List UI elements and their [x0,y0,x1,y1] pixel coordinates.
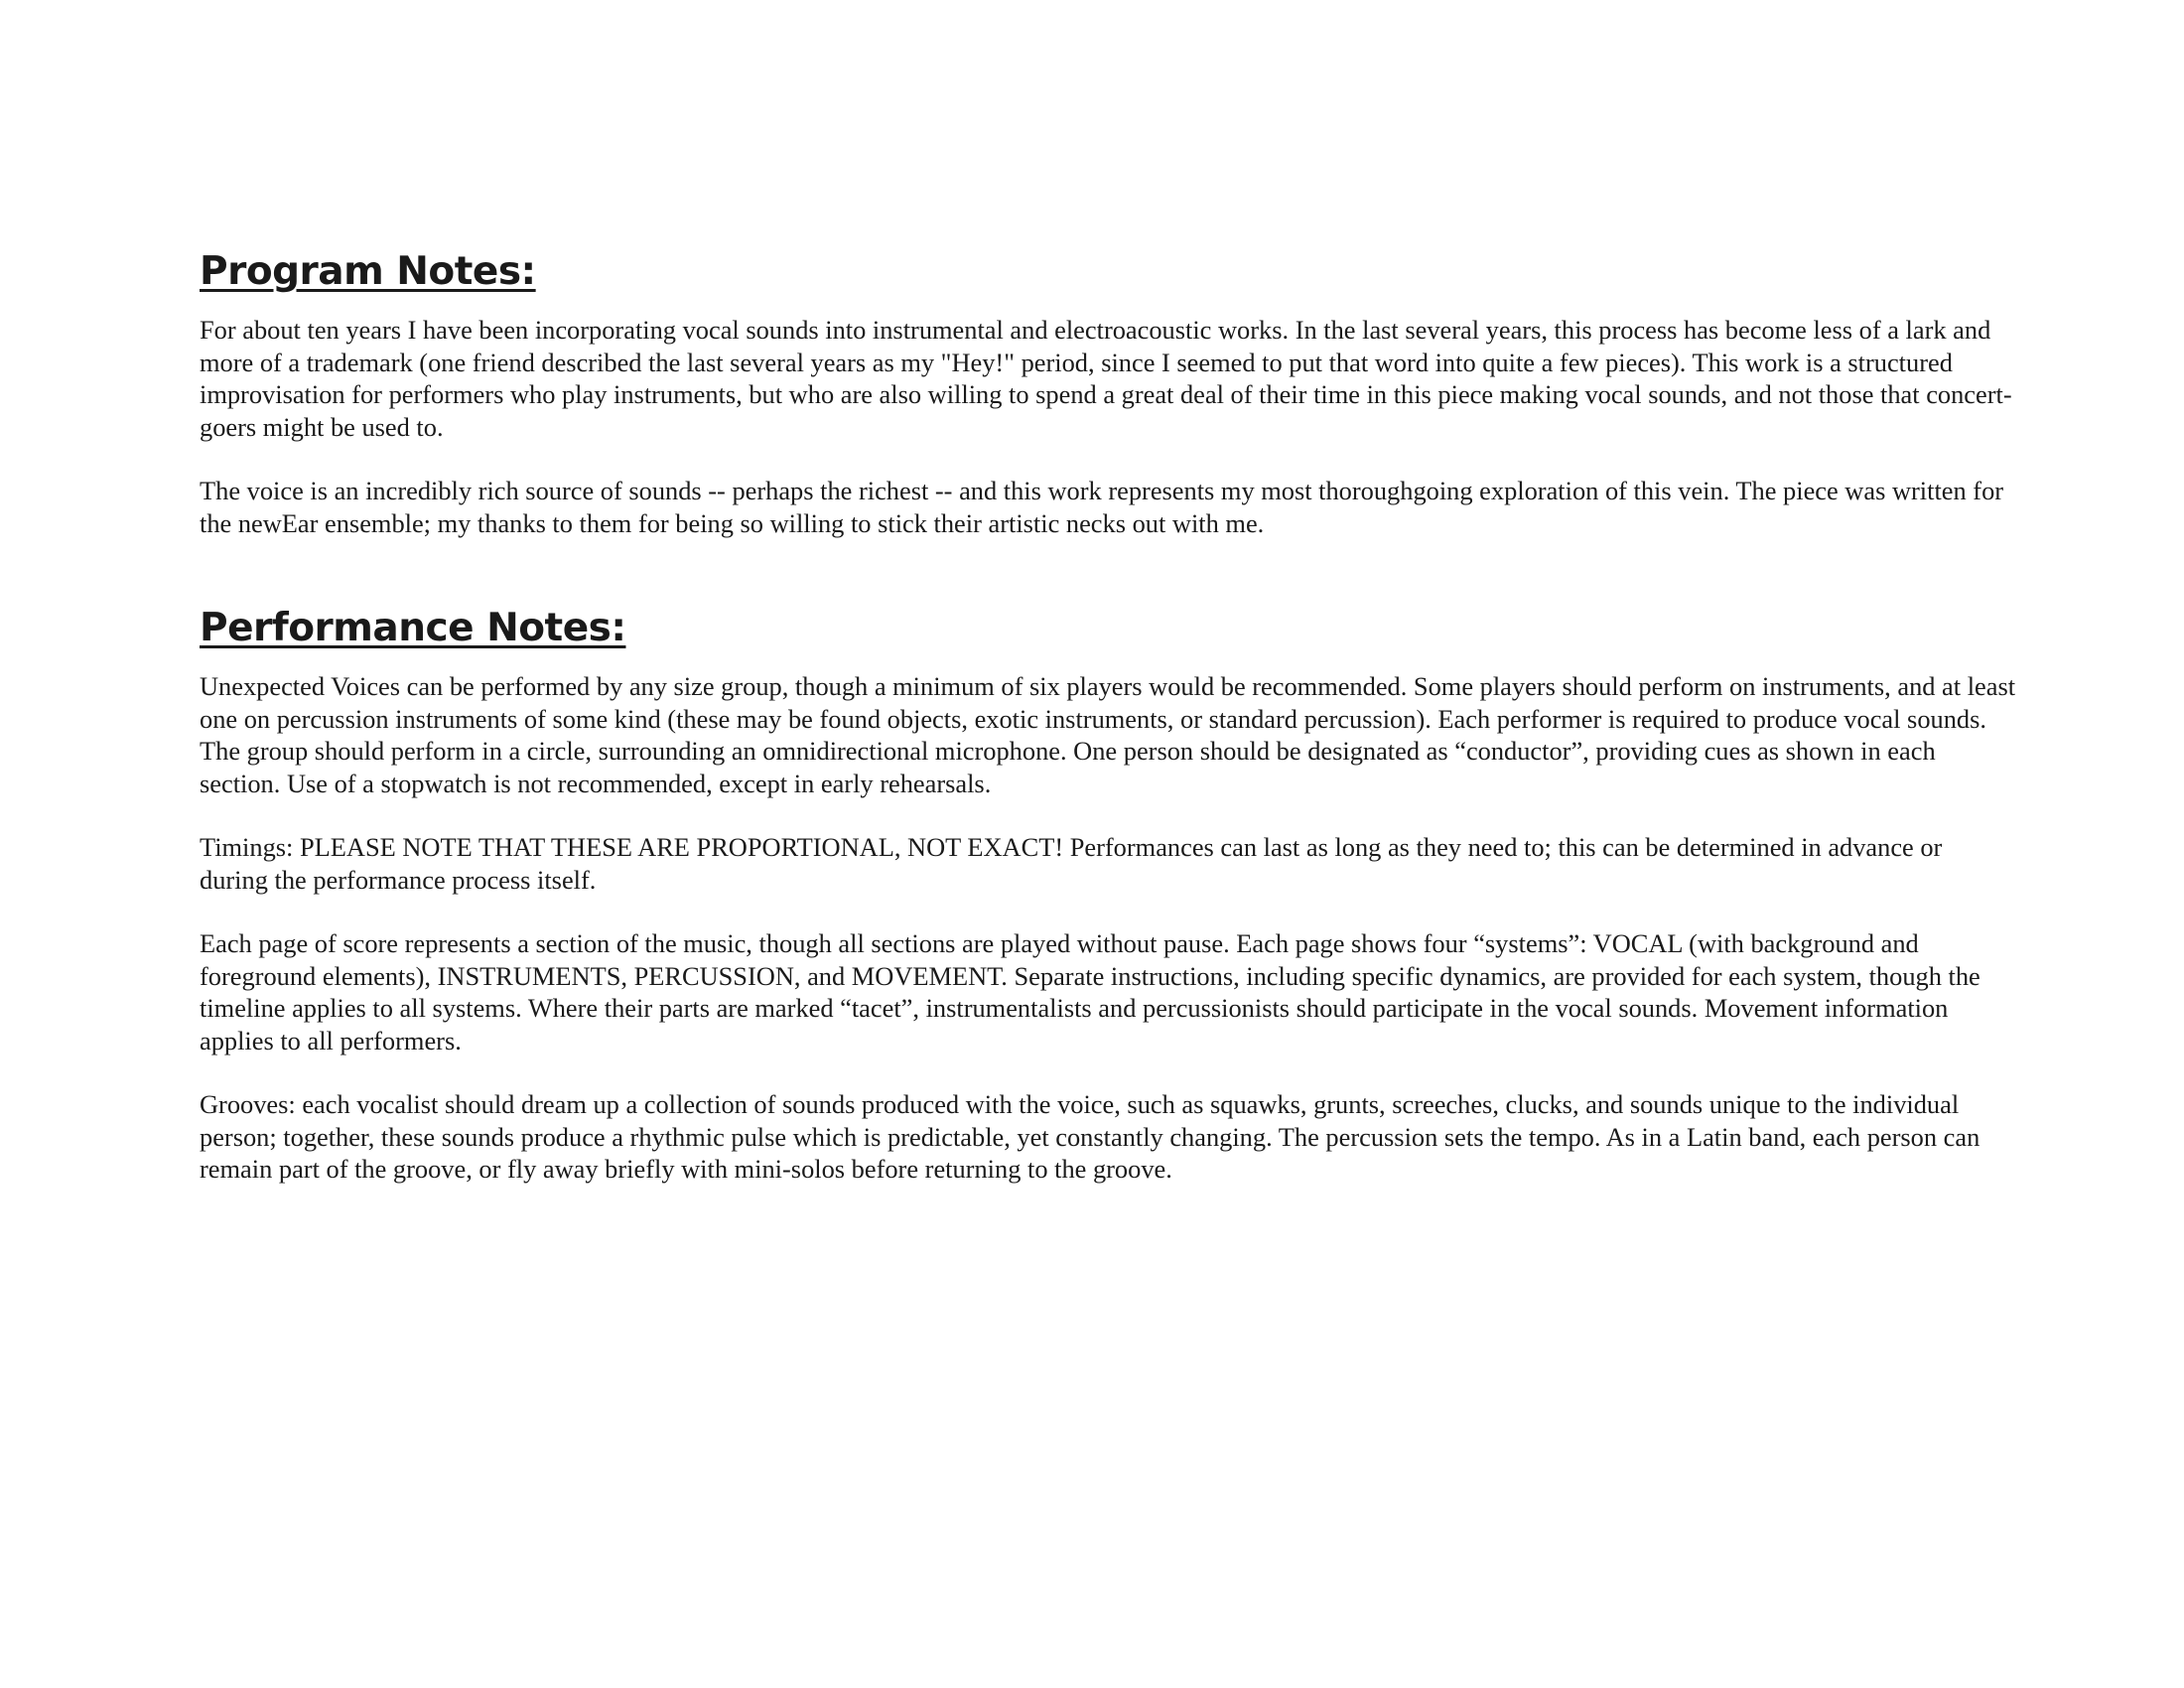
program-notes-section [200,248,2016,539]
timings-paragraph: Timings: PLEASE NOTE THAT THESE ARE PROPORTIONAL, NOT EXACT! Performances can last as long as they need to; this can be determined in advance or during the performance process itself. [200,832,1943,895]
program-notes-heading: Program Notes: [200,249,536,294]
performance-notes-paragraph: Unexpected Voices can be performed by any size group, though a minimum of six players would be recommended. Some players should perform on instruments, and at least one on percussion instruments of some kind (these may be found objects, exotic instruments, or standard percussion). Each performer is required to produce vocal sounds. The group should perform in a circle, surrounding an omnidirectional microphone. One person should be designated as “conductor”, providing cues as shown in each section. Use of a stopwatch is not recommended, except in early rehearsals. [200,671,2016,798]
systems-paragraph: Each page of score represents a section of the music, though all sections are played without pause. Each page shows four “systems”: VOCAL (with background and foreground elements), INSTRUMENTS, PERCUSSION, and MOVEMENT. Separate instructions, including specific dynamics, are provided for each system, though the timeline applies to all systems. Where their parts are marked “tacet”, instrumentalists and percussionists should participate in the vocal sounds. Movement information applies to all performers. [200,928,1980,1055]
performance-notes-heading: Performance Notes: [200,606,626,650]
grooves-paragraph: Grooves: each vocalist should dream up a collection of sounds produced with the voice, such as squawks, grunts, screeches, clucks, and sounds unique to the individual person; together, these sounds produce a rhythmic pulse which is predictable, yet constantly changing. The percussion sets the tempo. As in a Latin band, each person can remain part of the groove, or fly away briefly with mini-solos before returning to the groove. [200,1089,1980,1184]
program-notes-paragraph: The voice is an incredibly rich source of sounds -- perhaps the richest -- and this work represents my most thoroughgoing exploration of this vein. The piece was written for the newEar ensemble; my thanks to them for being so willing to stick their artistic necks out with me. [200,476,2004,538]
program-notes-paragraph: For about ten years I have been incorporating vocal sounds into instrumental and electroacoustic works. In the last several years, this process has become less of a lark and more of a trademark (one friend described the last several years as my "Hey!" period, since I seemed to put that word into quite a few pieces). This work is a structured improvisation for performers who play instruments, but who are also willing to spend a great deal of their time in this piece making vocal sounds, and not those that concert-goers might be used to. [200,315,2012,442]
document-page [200,248,2016,1186]
performance-notes-section [200,605,2016,1186]
